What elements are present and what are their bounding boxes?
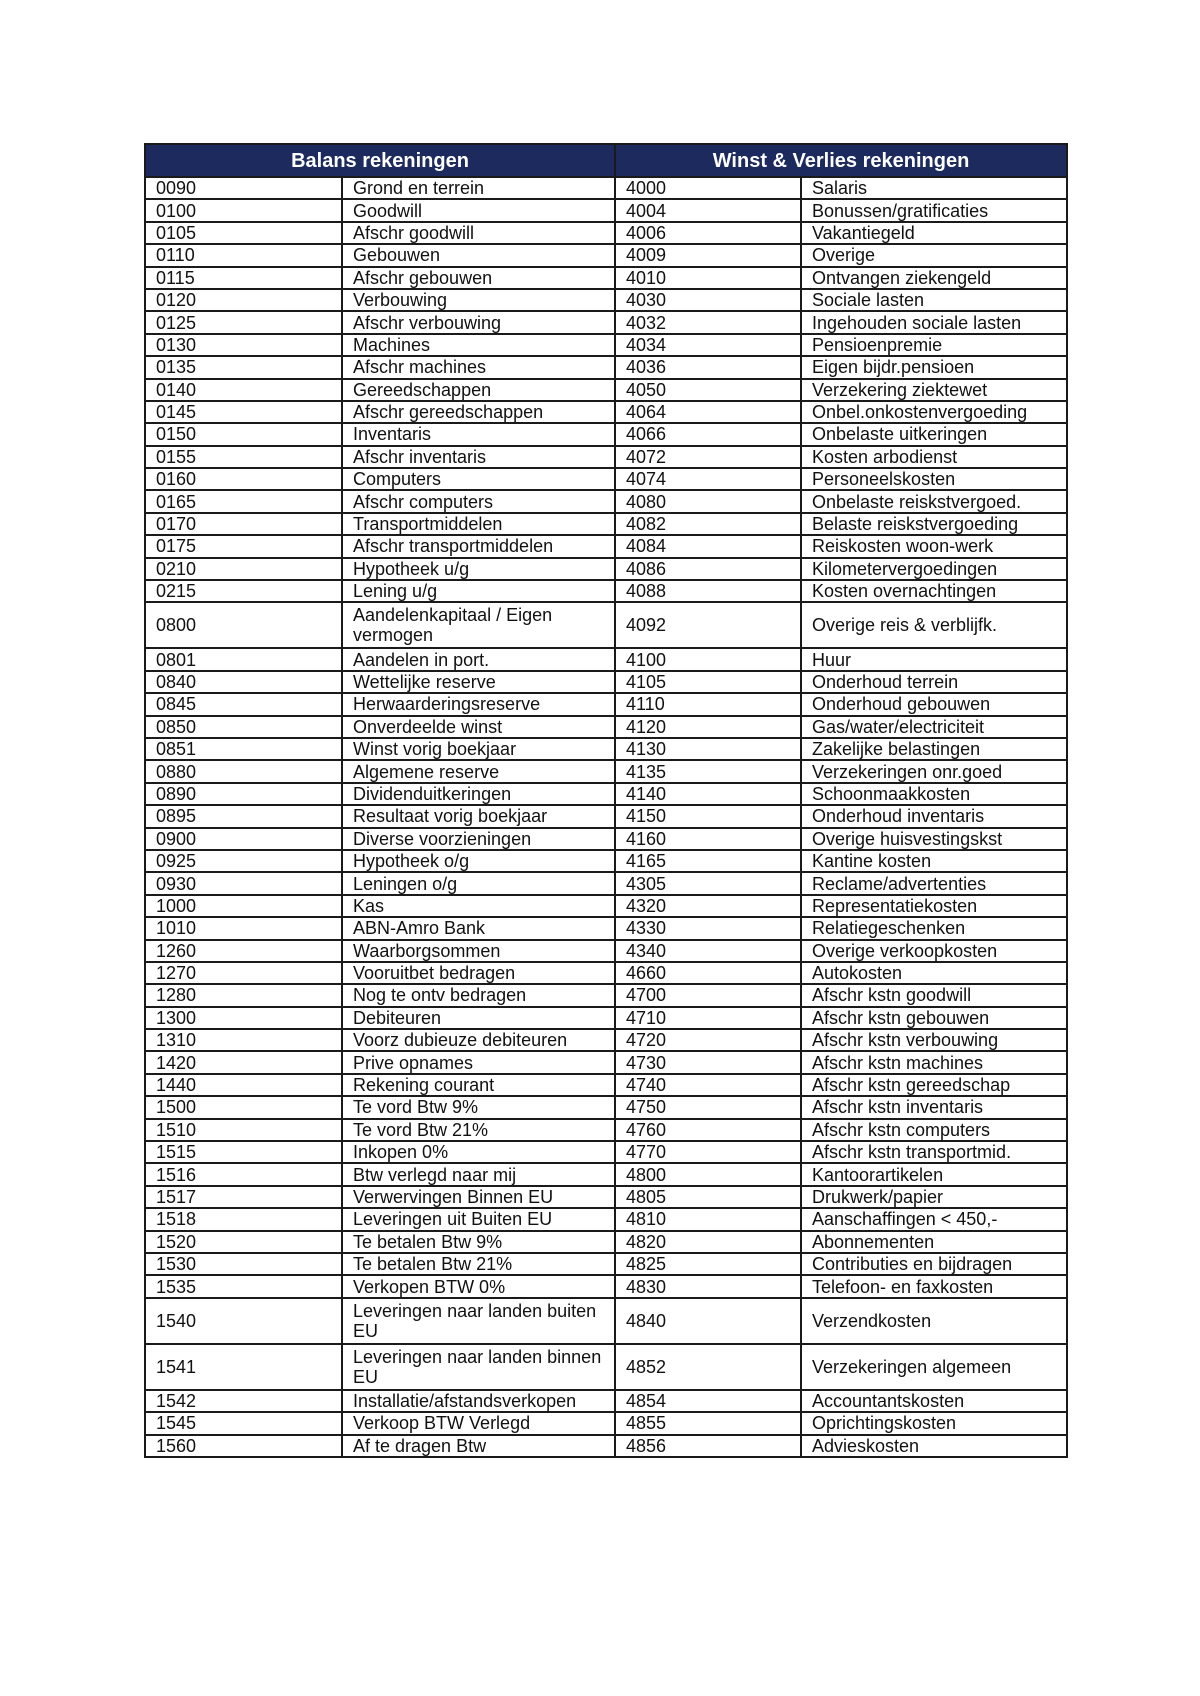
balance-account-code: 1420 [145, 1051, 342, 1073]
pnl-account-name: Accountantskosten [801, 1390, 1067, 1412]
balance-account-code: 0801 [145, 648, 342, 670]
pnl-account-code: 4730 [615, 1051, 801, 1073]
balance-account-name: ABN-Amro Bank [342, 917, 615, 939]
pnl-account-name: Onbelaste uitkeringen [801, 423, 1067, 445]
pnl-account-code: 4006 [615, 222, 801, 244]
table-row [145, 356, 1067, 378]
accounts-table [144, 143, 1068, 1458]
pnl-account-code: 4855 [615, 1412, 801, 1434]
table-row [145, 895, 1067, 917]
pnl-account-name: Kilometervergoedingen [801, 558, 1067, 580]
pnl-account-code: 4032 [615, 311, 801, 333]
balance-account-code: 0155 [145, 446, 342, 468]
balance-account-code: 1280 [145, 984, 342, 1006]
pnl-account-code: 4856 [615, 1435, 801, 1457]
table-row [145, 984, 1067, 1006]
table-row [145, 1344, 1067, 1390]
pnl-account-name: Salaris [801, 177, 1067, 199]
balance-account-code: 0900 [145, 828, 342, 850]
table-row [145, 222, 1067, 244]
balance-account-code: 1010 [145, 917, 342, 939]
table-row [145, 738, 1067, 760]
pnl-account-code: 4036 [615, 356, 801, 378]
table-row [145, 1007, 1067, 1029]
pnl-account-name: Onderhoud gebouwen [801, 693, 1067, 715]
table-row [145, 267, 1067, 289]
balance-account-name: Machines [342, 334, 615, 356]
pnl-account-name: Eigen bijdr.pensioen [801, 356, 1067, 378]
table-row [145, 1119, 1067, 1141]
balance-account-name: Algemene reserve [342, 760, 615, 782]
balance-account-code: 0840 [145, 671, 342, 693]
balance-account-name: Diverse voorzieningen [342, 828, 615, 850]
pnl-account-code: 4074 [615, 468, 801, 490]
pnl-account-code: 4092 [615, 602, 801, 648]
table-row [145, 805, 1067, 827]
pnl-account-code: 4130 [615, 738, 801, 760]
pnl-account-name: Kantine kosten [801, 850, 1067, 872]
balance-account-code: 0110 [145, 244, 342, 266]
balance-account-code: 0930 [145, 872, 342, 894]
balance-account-name: Leningen o/g [342, 872, 615, 894]
balance-account-code: 1520 [145, 1231, 342, 1253]
balance-account-name: Afschr verbouwing [342, 311, 615, 333]
table-row [145, 1051, 1067, 1073]
pnl-account-code: 4150 [615, 805, 801, 827]
balance-account-name: Debiteuren [342, 1007, 615, 1029]
balance-account-code: 0925 [145, 850, 342, 872]
pnl-account-name: Oprichtingskosten [801, 1412, 1067, 1434]
table-row [145, 1074, 1067, 1096]
table-row [145, 671, 1067, 693]
balance-account-code: 1535 [145, 1275, 342, 1297]
balance-account-code: 0165 [145, 490, 342, 512]
balance-account-name: Leveringen naar landen binnen EU [342, 1344, 615, 1390]
table-row [145, 513, 1067, 535]
table-row [145, 760, 1067, 782]
balance-account-code: 1518 [145, 1208, 342, 1230]
balance-account-name: Te vord Btw 21% [342, 1119, 615, 1141]
pnl-account-name: Afschr kstn computers [801, 1119, 1067, 1141]
pnl-account-code: 4009 [615, 244, 801, 266]
table-row [145, 1253, 1067, 1275]
pnl-account-name: Reiskosten woon-werk [801, 535, 1067, 557]
table-row [145, 1029, 1067, 1051]
pnl-account-code: 4105 [615, 671, 801, 693]
pnl-account-code: 4160 [615, 828, 801, 850]
balance-account-code: 0105 [145, 222, 342, 244]
balance-account-name: Afschr transportmiddelen [342, 535, 615, 557]
balance-account-name: Leveringen naar landen buiten EU [342, 1298, 615, 1344]
table-row [145, 1412, 1067, 1434]
pnl-account-name: Verzekeringen onr.goed [801, 760, 1067, 782]
balance-account-code: 1541 [145, 1344, 342, 1390]
pnl-account-code: 4305 [615, 872, 801, 894]
pnl-account-code: 4165 [615, 850, 801, 872]
pnl-account-name: Afschr kstn verbouwing [801, 1029, 1067, 1051]
balance-account-name: Te betalen Btw 9% [342, 1231, 615, 1253]
pnl-account-code: 4810 [615, 1208, 801, 1230]
balance-account-code: 0845 [145, 693, 342, 715]
balance-account-code: 1270 [145, 962, 342, 984]
balance-account-code: 1516 [145, 1163, 342, 1185]
table-row [145, 783, 1067, 805]
balance-account-code: 1515 [145, 1141, 342, 1163]
table-row [145, 423, 1067, 445]
table-row [145, 1231, 1067, 1253]
pnl-account-code: 4825 [615, 1253, 801, 1275]
table-row [145, 1208, 1067, 1230]
table-row [145, 602, 1067, 648]
balance-account-code: 1510 [145, 1119, 342, 1141]
balance-account-name: Dividenduitkeringen [342, 783, 615, 805]
balance-account-code: 0895 [145, 805, 342, 827]
balance-account-code: 0800 [145, 602, 342, 648]
balance-account-code: 1542 [145, 1390, 342, 1412]
pnl-account-name: Overige reis & verblijfk. [801, 602, 1067, 648]
table-row [145, 917, 1067, 939]
pnl-account-name: Afschr kstn gereedschap [801, 1074, 1067, 1096]
balance-account-name: Gereedschappen [342, 379, 615, 401]
pnl-account-code: 4135 [615, 760, 801, 782]
pnl-account-name: Overige huisvestingskst [801, 828, 1067, 850]
pnl-account-code: 4100 [615, 648, 801, 670]
table-row [145, 535, 1067, 557]
balance-account-code: 0115 [145, 267, 342, 289]
table-row [145, 1435, 1067, 1457]
pnl-account-code: 4700 [615, 984, 801, 1006]
pnl-account-name: Afschr kstn transportmid. [801, 1141, 1067, 1163]
pnl-account-code: 4770 [615, 1141, 801, 1163]
balance-account-code: 0145 [145, 401, 342, 423]
pnl-account-name: Verzendkosten [801, 1298, 1067, 1344]
balance-account-code: 1310 [145, 1029, 342, 1051]
pnl-account-name: Contributies en bijdragen [801, 1253, 1067, 1275]
pnl-account-code: 4010 [615, 267, 801, 289]
pnl-account-name: Gas/water/electriciteit [801, 716, 1067, 738]
balance-account-code: 1545 [145, 1412, 342, 1434]
pnl-account-code: 4800 [615, 1163, 801, 1185]
header-row [145, 144, 1067, 177]
balance-account-code: 0120 [145, 289, 342, 311]
balance-account-name: Onverdeelde winst [342, 716, 615, 738]
pnl-account-code: 4720 [615, 1029, 801, 1051]
balance-account-name: Afschr goodwill [342, 222, 615, 244]
pnl-account-code: 4340 [615, 940, 801, 962]
pnl-account-code: 4082 [615, 513, 801, 535]
pnl-account-code: 4710 [615, 1007, 801, 1029]
balance-account-name: Transportmiddelen [342, 513, 615, 535]
table-row [145, 199, 1067, 221]
table-row [145, 244, 1067, 266]
table-row [145, 379, 1067, 401]
pnl-account-code: 4840 [615, 1298, 801, 1344]
pnl-account-code: 4805 [615, 1186, 801, 1208]
table-row [145, 446, 1067, 468]
balance-account-name: Installatie/afstandsverkopen [342, 1390, 615, 1412]
pnl-account-name: Advieskosten [801, 1435, 1067, 1457]
pnl-account-name: Afschr kstn goodwill [801, 984, 1067, 1006]
pnl-account-code: 4830 [615, 1275, 801, 1297]
pnl-account-name: Onbel.onkostenvergoeding [801, 401, 1067, 423]
balance-account-code: 1540 [145, 1298, 342, 1344]
balance-account-name: Wettelijke reserve [342, 671, 615, 693]
pnl-account-name: Ingehouden sociale lasten [801, 311, 1067, 333]
table-row [145, 1186, 1067, 1208]
pnl-account-name: Pensioenpremie [801, 334, 1067, 356]
pnl-account-name: Kantoorartikelen [801, 1163, 1067, 1185]
balance-account-name: Verwervingen Binnen EU [342, 1186, 615, 1208]
pnl-accounts-header: Winst & Verlies rekeningen [615, 144, 1067, 177]
table-row [145, 648, 1067, 670]
balance-account-name: Goodwill [342, 199, 615, 221]
pnl-account-name: Overige [801, 244, 1067, 266]
balance-account-name: Afschr gereedschappen [342, 401, 615, 423]
table-row [145, 311, 1067, 333]
balance-account-name: Verbouwing [342, 289, 615, 311]
table-row [145, 828, 1067, 850]
balance-account-name: Voorz dubieuze debiteuren [342, 1029, 615, 1051]
pnl-account-name: Autokosten [801, 962, 1067, 984]
balance-account-name: Leveringen uit Buiten EU [342, 1208, 615, 1230]
balance-account-name: Kas [342, 895, 615, 917]
table-row [145, 401, 1067, 423]
pnl-account-code: 4110 [615, 693, 801, 715]
balance-account-code: 0130 [145, 334, 342, 356]
pnl-account-code: 4084 [615, 535, 801, 557]
balance-account-name: Inventaris [342, 423, 615, 445]
balance-account-name: Resultaat vorig boekjaar [342, 805, 615, 827]
pnl-account-name: Belaste reiskstvergoeding [801, 513, 1067, 535]
balance-account-code: 0140 [145, 379, 342, 401]
pnl-account-name: Representatiekosten [801, 895, 1067, 917]
pnl-account-name: Aanschaffingen < 450,- [801, 1208, 1067, 1230]
pnl-account-code: 4004 [615, 199, 801, 221]
balance-account-code: 1500 [145, 1096, 342, 1118]
balance-account-code: 1300 [145, 1007, 342, 1029]
pnl-account-code: 4064 [615, 401, 801, 423]
table-row [145, 872, 1067, 894]
table-row [145, 1390, 1067, 1412]
table-row [145, 850, 1067, 872]
balance-account-name: Vooruitbet bedragen [342, 962, 615, 984]
balance-account-name: Prive opnames [342, 1051, 615, 1073]
pnl-account-name: Onderhoud terrein [801, 671, 1067, 693]
pnl-account-name: Vakantiegeld [801, 222, 1067, 244]
accounts-body [145, 177, 1067, 1457]
pnl-account-code: 4030 [615, 289, 801, 311]
pnl-account-name: Sociale lasten [801, 289, 1067, 311]
balance-account-name: Rekening courant [342, 1074, 615, 1096]
table-row [145, 1163, 1067, 1185]
pnl-account-code: 4750 [615, 1096, 801, 1118]
table-row [145, 490, 1067, 512]
balance-account-code: 0090 [145, 177, 342, 199]
balance-account-code: 0851 [145, 738, 342, 760]
pnl-account-code: 4072 [615, 446, 801, 468]
balance-account-code: 1560 [145, 1435, 342, 1457]
table-row [145, 580, 1067, 602]
balance-account-name: Af te dragen Btw [342, 1435, 615, 1457]
balance-account-code: 0170 [145, 513, 342, 535]
pnl-account-code: 4066 [615, 423, 801, 445]
pnl-account-code: 4140 [615, 783, 801, 805]
pnl-account-code: 4740 [615, 1074, 801, 1096]
balance-accounts-header: Balans rekeningen [145, 144, 615, 177]
balance-account-name: Hypotheek u/g [342, 558, 615, 580]
balance-account-name: Verkoop BTW Verlegd [342, 1412, 615, 1434]
balance-account-name: Nog te ontv bedragen [342, 984, 615, 1006]
pnl-account-code: 4000 [615, 177, 801, 199]
pnl-account-name: Schoonmaakkosten [801, 783, 1067, 805]
pnl-account-code: 4660 [615, 962, 801, 984]
pnl-account-code: 4320 [615, 895, 801, 917]
table-row [145, 1096, 1067, 1118]
balance-account-code: 0215 [145, 580, 342, 602]
pnl-account-code: 4120 [615, 716, 801, 738]
table-row [145, 334, 1067, 356]
balance-account-name: Waarborgsommen [342, 940, 615, 962]
balance-account-code: 0850 [145, 716, 342, 738]
balance-account-name: Te vord Btw 9% [342, 1096, 615, 1118]
table-row [145, 468, 1067, 490]
balance-account-name: Inkopen 0% [342, 1141, 615, 1163]
table-row [145, 289, 1067, 311]
pnl-account-code: 4330 [615, 917, 801, 939]
table-row [145, 1141, 1067, 1163]
balance-account-name: Grond en terrein [342, 177, 615, 199]
balance-account-name: Te betalen Btw 21% [342, 1253, 615, 1275]
table-row [145, 940, 1067, 962]
balance-account-code: 0880 [145, 760, 342, 782]
balance-account-code: 0100 [145, 199, 342, 221]
balance-account-code: 0150 [145, 423, 342, 445]
pnl-account-name: Afschr kstn machines [801, 1051, 1067, 1073]
balance-account-code: 0125 [145, 311, 342, 333]
table-row [145, 693, 1067, 715]
balance-account-code: 1440 [145, 1074, 342, 1096]
pnl-account-name: Onbelaste reiskstvergoed. [801, 490, 1067, 512]
pnl-account-code: 4760 [615, 1119, 801, 1141]
pnl-account-name: Verzekering ziektewet [801, 379, 1067, 401]
pnl-account-name: Kosten arbodienst [801, 446, 1067, 468]
balance-account-code: 1000 [145, 895, 342, 917]
pnl-account-name: Overige verkoopkosten [801, 940, 1067, 962]
balance-account-name: Lening u/g [342, 580, 615, 602]
pnl-account-code: 4820 [615, 1231, 801, 1253]
balance-account-name: Afschr computers [342, 490, 615, 512]
table-row [145, 962, 1067, 984]
balance-account-code: 1517 [145, 1186, 342, 1208]
balance-account-name: Gebouwen [342, 244, 615, 266]
pnl-account-name: Kosten overnachtingen [801, 580, 1067, 602]
pnl-account-name: Zakelijke belastingen [801, 738, 1067, 760]
pnl-account-name: Abonnementen [801, 1231, 1067, 1253]
balance-account-code: 1260 [145, 940, 342, 962]
balance-account-name: Herwaarderingsreserve [342, 693, 615, 715]
balance-account-name: Btw verlegd naar mij [342, 1163, 615, 1185]
pnl-account-code: 4088 [615, 580, 801, 602]
balance-account-name: Hypotheek o/g [342, 850, 615, 872]
balance-account-code: 0160 [145, 468, 342, 490]
balance-account-name: Computers [342, 468, 615, 490]
pnl-account-code: 4854 [615, 1390, 801, 1412]
table-row [145, 558, 1067, 580]
balance-account-name: Winst vorig boekjaar [342, 738, 615, 760]
pnl-account-name: Personeelskosten [801, 468, 1067, 490]
balance-account-name: Aandelenkapitaal / Eigen vermogen [342, 602, 615, 648]
pnl-account-name: Huur [801, 648, 1067, 670]
table-row [145, 177, 1067, 199]
pnl-account-code: 4050 [615, 379, 801, 401]
pnl-account-name: Drukwerk/papier [801, 1186, 1067, 1208]
pnl-account-code: 4080 [615, 490, 801, 512]
balance-account-name: Aandelen in port. [342, 648, 615, 670]
pnl-account-code: 4852 [615, 1344, 801, 1390]
table-row [145, 1298, 1067, 1344]
balance-account-code: 1530 [145, 1253, 342, 1275]
pnl-account-name: Telefoon- en faxkosten [801, 1275, 1067, 1297]
pnl-account-name: Afschr kstn gebouwen [801, 1007, 1067, 1029]
balance-account-name: Afschr machines [342, 356, 615, 378]
pnl-account-code: 4086 [615, 558, 801, 580]
balance-account-name: Afschr inventaris [342, 446, 615, 468]
pnl-account-name: Relatiegeschenken [801, 917, 1067, 939]
balance-account-name: Verkopen BTW 0% [342, 1275, 615, 1297]
balance-account-code: 0890 [145, 783, 342, 805]
balance-account-code: 0210 [145, 558, 342, 580]
pnl-account-name: Onderhoud inventaris [801, 805, 1067, 827]
balance-account-code: 0175 [145, 535, 342, 557]
balance-account-name: Afschr gebouwen [342, 267, 615, 289]
balance-account-code: 0135 [145, 356, 342, 378]
pnl-account-code: 4034 [615, 334, 801, 356]
pnl-account-name: Bonussen/gratificaties [801, 199, 1067, 221]
table-row [145, 1275, 1067, 1297]
table-row [145, 716, 1067, 738]
pnl-account-name: Verzekeringen algemeen [801, 1344, 1067, 1390]
pnl-account-name: Afschr kstn inventaris [801, 1096, 1067, 1118]
pnl-account-name: Reclame/advertenties [801, 872, 1067, 894]
pnl-account-name: Ontvangen ziekengeld [801, 267, 1067, 289]
